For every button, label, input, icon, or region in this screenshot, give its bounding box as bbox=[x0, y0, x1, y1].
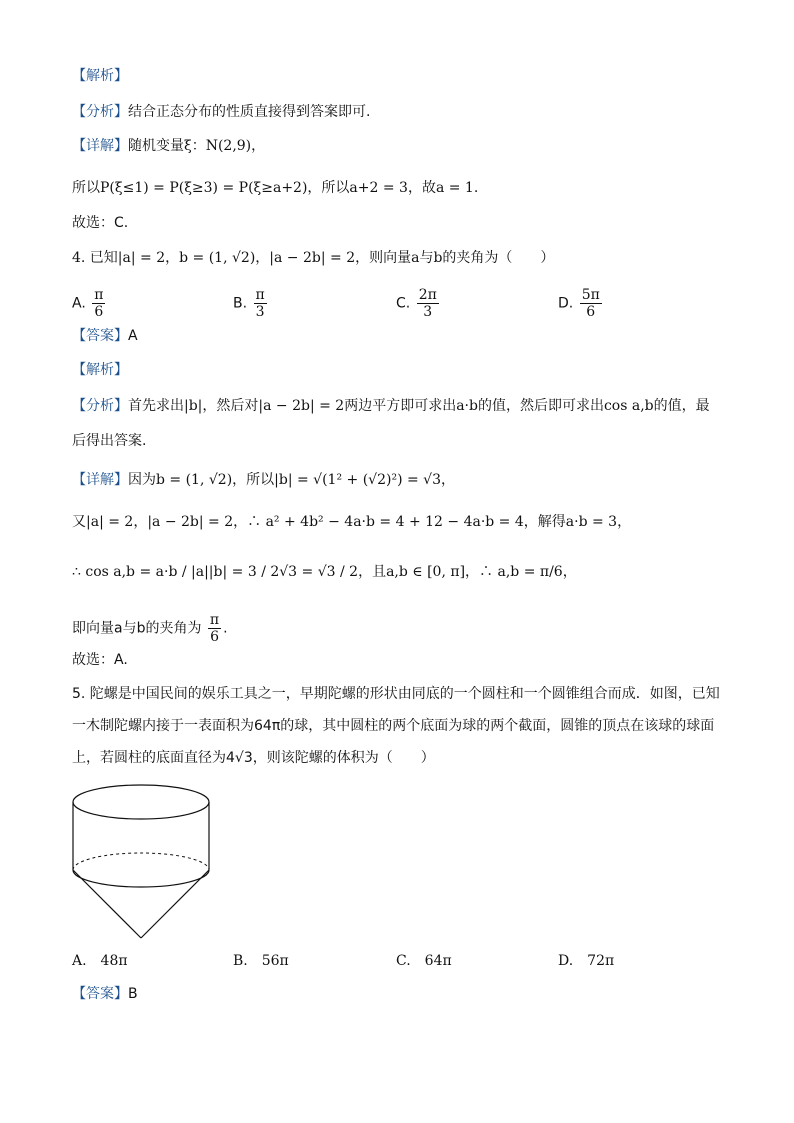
q4-option-a-fraction bbox=[92, 287, 105, 320]
q4-detail-line-1 bbox=[72, 470, 455, 490]
q4-option-b-label: B. bbox=[233, 295, 248, 312]
jiexi-heading-1: 【解析】 bbox=[72, 68, 128, 84]
q4-option-c-fraction bbox=[417, 287, 439, 320]
q5-option-d: D. 72π bbox=[558, 953, 615, 969]
cone-left-edge bbox=[73, 870, 141, 938]
q5-option-a: A. 48π bbox=[72, 953, 128, 969]
analysis-tag: 【分析】 bbox=[72, 104, 128, 120]
q4-option-d-label: D. bbox=[558, 295, 574, 312]
q4-option-c bbox=[396, 287, 441, 320]
analysis-text: 结合正态分布的性质直接得到答案即可. bbox=[128, 104, 371, 120]
q4-option-a-num: π bbox=[94, 287, 104, 303]
q4-analysis-tag: 【分析】 bbox=[72, 398, 128, 414]
q5-stem-line-2: 一木制陀螺内接于一表面积为64π的球，其中圆柱的两个底面为球的两个截面，圆锥的顶点在该球的球面 bbox=[72, 718, 715, 734]
q5-answer-tag: 【答案】 bbox=[72, 986, 128, 1002]
q4-option-d-den: 6 bbox=[586, 304, 596, 320]
q4-detail-line-2: 又|a| = 2，|a − 2b| = 2，∴ a² + 4b² − 4a·b = 4 + 12 − 4a·b = 4，解得a·b = 3， bbox=[72, 514, 632, 530]
cylinder-bottom-front-arc bbox=[73, 870, 209, 887]
detail-text: 随机变量ξ：N(2,9)， bbox=[128, 138, 266, 154]
q5-answer-line bbox=[72, 984, 138, 1004]
q4-option-d bbox=[558, 287, 604, 320]
q4-conclusion-line: 即向量a与b的夹角为 $\frac{\pi}{6}$ . bbox=[72, 612, 228, 645]
q4-choice-line: 故选：A. bbox=[72, 652, 128, 668]
q4-option-b-fraction bbox=[254, 287, 267, 320]
q4-option-b bbox=[233, 287, 269, 320]
q5-option-c: C. 64π bbox=[396, 953, 452, 969]
q4-option-a-den: 6 bbox=[94, 304, 104, 320]
q4-conclusion-num: π bbox=[209, 612, 220, 628]
q4-conclusion-fraction bbox=[208, 612, 221, 645]
q4-option-c-label: C. bbox=[396, 295, 411, 312]
q4-option-b-den: 3 bbox=[255, 304, 265, 320]
q5-option-b: B. 56π bbox=[233, 953, 289, 969]
cylinder-bottom-hidden-arc bbox=[73, 853, 209, 870]
spinning-top-figure bbox=[68, 780, 218, 942]
q4-answer-tag: 【答案】 bbox=[72, 328, 128, 344]
detail-line-1 bbox=[72, 136, 265, 156]
q4-option-d-fraction bbox=[580, 287, 602, 320]
analysis-line-1 bbox=[72, 102, 370, 122]
q4-answer-line bbox=[72, 326, 138, 346]
q4-answer-value: A bbox=[128, 328, 138, 344]
detail-tag: 【详解】 bbox=[72, 138, 128, 154]
q4-option-c-num: 2π bbox=[418, 287, 437, 303]
cylinder-top-ellipse bbox=[73, 785, 209, 819]
q4-detail-tag: 【详解】 bbox=[72, 472, 128, 488]
cone-right-edge bbox=[141, 870, 209, 938]
jiexi-heading-2: 【解析】 bbox=[72, 362, 128, 378]
q5-stem-line-3: 上，若圆柱的底面直径为4√3，则该陀螺的体积为（ ） bbox=[72, 750, 435, 766]
q4-option-d-num: 5π bbox=[581, 287, 600, 303]
q5-answer-value: B bbox=[128, 986, 138, 1002]
q4-stem: 4. 已知|a| = 2，b = (1, √2)，|a − 2b| = 2，则向量a与b的夹角为（ ） bbox=[72, 250, 555, 266]
q4-analysis-line-1 bbox=[72, 396, 710, 416]
q4-conclusion-text: 即向量a与b的夹角为 bbox=[72, 620, 202, 637]
q4-analysis-line-2: 后得出答案. bbox=[72, 433, 147, 449]
q4-conclusion-den: 6 bbox=[210, 629, 219, 645]
probability-line: 所以P(ξ≤1) = P(ξ≥3) = P(ξ≥a+2)，所以a+2 = 3，故a = 1. bbox=[72, 180, 479, 196]
q4-option-a bbox=[72, 287, 107, 320]
q4-option-a-label: A. bbox=[72, 295, 86, 312]
q4-detail-text-1: 因为b = (1, √2)，所以|b| = √(1² + (√2)²) = √3， bbox=[128, 472, 455, 488]
q4-option-c-den: 3 bbox=[423, 304, 433, 320]
q5-stem-line-1: 5. 陀螺是中国民间的娱乐工具之一，早期陀螺的形状由同底的一个圆柱和一个圆锥组合而成．如图，已知 bbox=[72, 686, 720, 702]
choice-line-1: 故选：C. bbox=[72, 215, 129, 231]
q4-option-b-num: π bbox=[255, 287, 265, 303]
q4-analysis-text-1: 首先求出|b|，然后对|a − 2b| = 2两边平方即可求出a·b的值，然后即可求出cos a,b的值，最 bbox=[128, 398, 710, 414]
q4-detail-line-3: ∴ cos a,b = a·b / |a||b| = 3 / 2√3 = √3 / 2，且a,b ∈ [0, π]，∴ a,b = π/6， bbox=[72, 564, 577, 580]
